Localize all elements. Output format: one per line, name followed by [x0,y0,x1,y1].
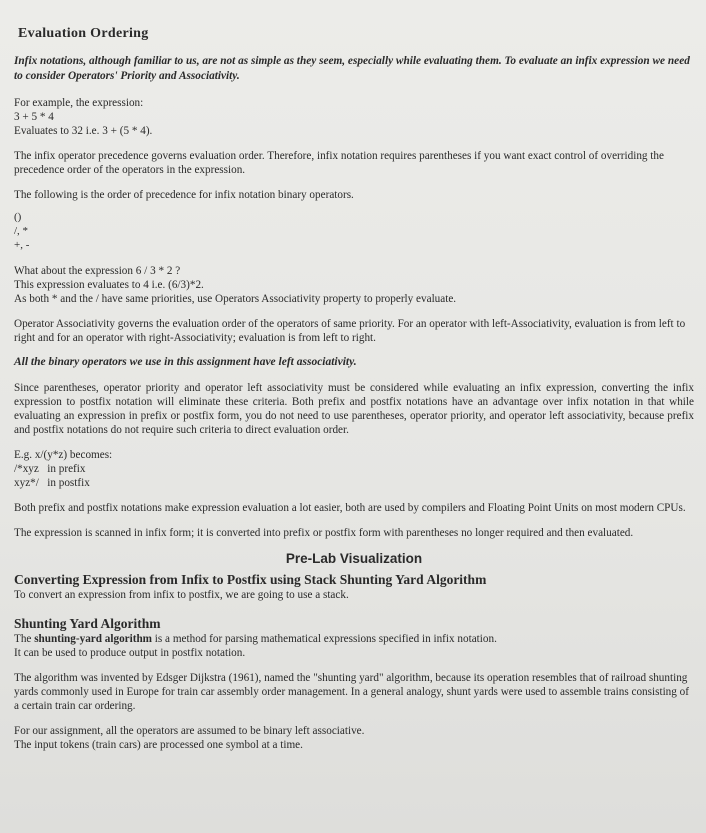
since-paragraph: Since parentheses, operator priority and operator left associativity must be considered while evaluating an infix expression, converting the infix expression to postfix notation will eliminate these criteria. Both prefix and postfix notations have an advantage over infix notation in that while evaluating an expression in prefix or postfix form, you do not need to use parentheses, operator priority, and operator left associativity, because prefix and postfix notations do not require such criteria to direct evaluation order. [14,382,694,436]
shunting-def-keyword: shunting-yard algorithm [34,633,152,645]
shunting-definition-line-1 [14,632,694,646]
eg-line-1: E.g. x/(y*z) becomes: [14,449,113,461]
what-about-line-2: This expression evaluates to 4 i.e. (6/3)*2. [14,279,204,291]
converting-heading: Converting Expression from Infix to Postfix using Stack Shunting Yard Algorithm [14,572,487,587]
scanned-paragraph: The expression is scanned in infix form; it is converted into prefix or postfix form with parentheses no longer required and then evaluated. [14,527,634,539]
invented-paragraph: The algorithm was invented by Edsger Dijkstra (1961), named the "shunting yard" algorithm, because its operation resembles that of railroad shunting yards commonly used in Europe for train car assembly order management. In a general analogy, shunt yards were used to assemble trains consisting of a certain train car ordering. [14,672,689,712]
shunting-yard-heading: Shunting Yard Algorithm [14,616,161,631]
shunting-def-pre: The [14,633,35,645]
what-about-line-3: As both * and the / have same priorities, use Operators Associativity property to properly evaluate. [14,293,457,305]
precedence-paragraph: The infix operator precedence governs evaluation order. Therefore, infix notation requires parentheses if you want exact control of overriding the precedence order of the operators in the expression. [14,150,664,176]
left-associativity-note: All the binary operators we use in this assignment have left associativity. [14,356,357,368]
associativity-paragraph: Operator Associativity governs the evaluation order of the operators of same priority. For an operator with left-Associativity, evaluation is from left to right and for an operator with right-Associativity; evaluation is from left to right. [14,318,686,344]
example-line-2: 3 + 5 * 4 [14,111,54,123]
operator-row-muldiv: /, * [14,225,29,237]
both-notations-paragraph: Both prefix and postfix notations make expression evaluation a lot easier, both are used by compilers and Floating Point Units on most modern CPUs. [14,502,686,514]
example-line-1: For example, the expression: [14,97,144,109]
order-paragraph: The following is the order of precedence for infix notation binary operators. [14,189,354,201]
eg-block [14,448,694,490]
operator-row-parens: () [14,211,22,223]
assignment-note-line-2: The input tokens (train cars) are processed one symbol at a time. [14,739,303,751]
eg-line-3: xyz*/ in postfix [14,477,90,489]
intro-paragraph: Infix notations, although familiar to us, are not as simple as they seem, especially while evaluating them. To evaluate an infix expression we need to consider Operators' Priority and Associativity. [14,55,690,82]
eg-line-2: /*xyz in prefix [14,463,86,475]
shunting-yard-definition [14,632,694,660]
what-about-block [14,264,694,306]
prelab-heading: Pre-Lab Visualization [285,551,423,566]
assignment-note [14,724,694,752]
what-about-line-1: What about the expression 6 / 3 * 2 ? [14,265,181,277]
shunting-definition-line-2: It can be used to produce output in postfix notation. [14,647,246,659]
shunting-def-post: is a method for parsing mathematical expressions specified in infix notation. [152,633,497,645]
assignment-note-line-1: For our assignment, all the operators are assumed to be binary left associative. [14,725,365,737]
example-line-3: Evaluates to 32 i.e. 3 + (5 * 4). [14,125,153,137]
operator-row-addsub: +, - [14,239,30,251]
converting-subtext: To convert an expression from infix to postfix, we are going to use a stack. [14,589,349,601]
page-title: Evaluation Ordering [18,26,149,41]
example-block [14,96,694,138]
operator-list [14,210,694,252]
